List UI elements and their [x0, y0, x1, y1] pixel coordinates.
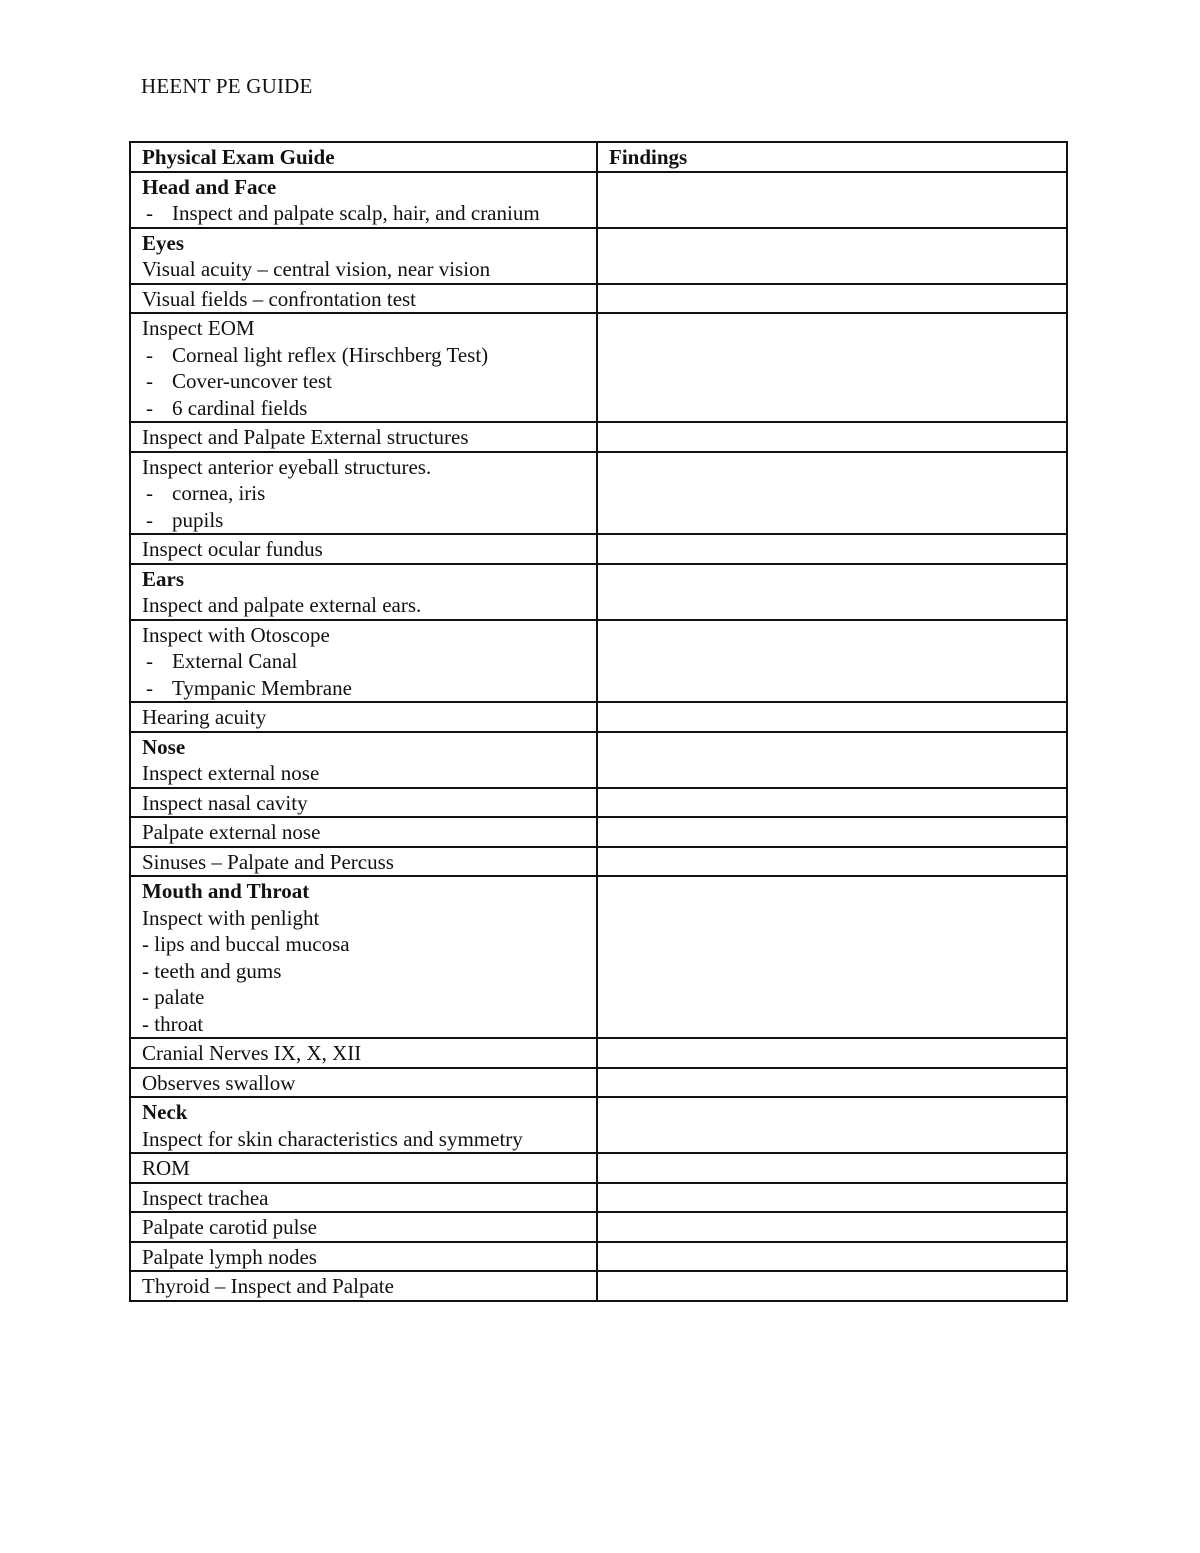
bullet-text: External Canal	[172, 649, 298, 673]
exam-item-cell	[130, 1183, 597, 1213]
exam-item-text: Inspect ocular fundus	[142, 537, 323, 561]
exam-item-text: - throat	[142, 1011, 204, 1036]
bullet-dash: -	[146, 395, 153, 420]
section-heading: Neck	[142, 1100, 188, 1124]
findings-cell[interactable]	[597, 1068, 1067, 1098]
findings-cell[interactable]	[597, 620, 1067, 703]
bullet-dash: -	[146, 342, 153, 367]
exam-item-text: - teeth and gums	[142, 958, 282, 983]
bullet-item	[142, 368, 585, 395]
exam-item-cell	[130, 172, 597, 228]
document-title: HEENT PE GUIDE	[141, 74, 313, 98]
table-row	[130, 172, 1067, 228]
bullet-text: 6 cardinal fields	[172, 395, 308, 420]
table-row	[130, 452, 1067, 535]
bullet-dash: -	[146, 649, 153, 673]
bullet-item	[142, 395, 585, 422]
bullet-dash: -	[146, 675, 153, 700]
exam-item-cell	[130, 534, 597, 564]
exam-item-text: Inspect and Palpate External structures	[142, 425, 469, 449]
exam-item-text: Palpate external nose	[142, 820, 321, 844]
exam-item-cell	[130, 1212, 597, 1242]
exam-item-cell	[130, 788, 597, 818]
findings-cell[interactable]	[597, 422, 1067, 452]
table-row	[130, 1038, 1067, 1068]
bullet-item	[142, 342, 585, 369]
findings-cell[interactable]	[597, 1212, 1067, 1242]
exam-item-cell	[130, 1068, 597, 1098]
section-heading: Head and Face	[142, 174, 277, 199]
exam-item-text: Cranial Nerves IX, X, XII	[142, 1041, 362, 1065]
exam-item-cell	[130, 876, 597, 1038]
bullet-text: Corneal light reflex (Hirschberg Test)	[172, 342, 489, 367]
exam-table-body	[130, 172, 1067, 1301]
table-row	[130, 876, 1067, 1038]
findings-cell[interactable]	[597, 228, 1067, 284]
exam-item-text: Inspect EOM	[142, 316, 255, 340]
exam-item-text: Visual fields – confrontation test	[142, 286, 417, 311]
exam-item-text: Inspect for skin characteristics and symmetry	[142, 1126, 523, 1151]
exam-item-text: - lips and buccal mucosa	[142, 932, 350, 956]
exam-item-cell	[130, 1153, 597, 1183]
exam-item-text: Palpate lymph nodes	[142, 1244, 317, 1269]
section-heading: Nose	[142, 734, 186, 759]
findings-cell[interactable]	[597, 1271, 1067, 1301]
exam-item-cell	[130, 452, 597, 535]
table-row	[130, 534, 1067, 564]
table-row	[130, 284, 1067, 314]
exam-item-text: Observes swallow	[142, 1070, 296, 1095]
bullet-item	[142, 200, 585, 227]
bullet-dash: -	[146, 481, 153, 505]
exam-item-text: Sinuses – Palpate and Percuss	[142, 849, 394, 874]
table-row	[130, 1153, 1067, 1183]
exam-item-cell	[130, 564, 597, 620]
findings-cell[interactable]	[597, 172, 1067, 228]
findings-cell[interactable]	[597, 732, 1067, 788]
bullet-dash: -	[146, 507, 153, 532]
section-heading: Ears	[142, 566, 184, 591]
findings-cell[interactable]	[597, 534, 1067, 564]
table-header-row	[130, 142, 1067, 172]
exam-item-cell	[130, 228, 597, 284]
findings-cell[interactable]	[597, 313, 1067, 422]
table-row	[130, 620, 1067, 703]
bullet-text: Tympanic Membrane	[172, 675, 352, 700]
exam-item-cell	[130, 732, 597, 788]
findings-cell[interactable]	[597, 284, 1067, 314]
findings-cell[interactable]	[597, 1097, 1067, 1153]
findings-cell[interactable]	[597, 1183, 1067, 1213]
bullet-text: Inspect and palpate scalp, hair, and cranium	[172, 201, 540, 225]
table-row	[130, 847, 1067, 877]
exam-item-text: Inspect nasal cavity	[142, 790, 308, 815]
bullet-item	[142, 480, 585, 507]
exam-table	[129, 141, 1068, 1302]
table-row	[130, 313, 1067, 422]
bullet-item	[142, 648, 585, 675]
table-row	[130, 1271, 1067, 1301]
header-findings: Findings	[597, 142, 1067, 172]
exam-item-cell	[130, 284, 597, 314]
exam-item-text: Inspect anterior eyeball structures.	[142, 454, 432, 479]
table-row	[130, 1212, 1067, 1242]
findings-cell[interactable]	[597, 817, 1067, 847]
exam-item-text: Inspect with penlight	[142, 905, 320, 930]
bullet-text: cornea, iris	[172, 481, 266, 505]
findings-cell[interactable]	[597, 1038, 1067, 1068]
exam-item-text: Palpate carotid pulse	[142, 1215, 317, 1239]
findings-cell[interactable]	[597, 1242, 1067, 1272]
findings-cell[interactable]	[597, 847, 1067, 877]
bullet-item	[142, 507, 585, 534]
exam-item-cell	[130, 847, 597, 877]
exam-item-text: Inspect external nose	[142, 761, 320, 785]
exam-item-cell	[130, 702, 597, 732]
table-row	[130, 228, 1067, 284]
exam-item-text: ROM	[142, 1156, 190, 1180]
table-row	[130, 564, 1067, 620]
table-row	[130, 788, 1067, 818]
findings-cell[interactable]	[597, 564, 1067, 620]
exam-item-cell	[130, 422, 597, 452]
section-heading: Eyes	[142, 230, 184, 255]
bullet-text: pupils	[172, 507, 224, 532]
table-row	[130, 1068, 1067, 1098]
bullet-dash: -	[146, 369, 153, 393]
exam-item-text: Hearing acuity	[142, 705, 267, 729]
exam-item-cell	[130, 817, 597, 847]
exam-item-text: Inspect trachea	[142, 1185, 269, 1210]
table-row	[130, 1242, 1067, 1272]
header-physical-exam-guide: Physical Exam Guide	[130, 142, 597, 172]
table-row	[130, 702, 1067, 732]
exam-item-cell	[130, 1038, 597, 1068]
findings-cell[interactable]	[597, 702, 1067, 732]
bullet-dash: -	[146, 201, 153, 225]
findings-cell[interactable]	[597, 788, 1067, 818]
exam-item-text: Inspect and palpate external ears.	[142, 593, 422, 617]
section-heading: Mouth and Throat	[142, 879, 310, 903]
table-row	[130, 1097, 1067, 1153]
bullet-text: Cover-uncover test	[172, 369, 332, 393]
exam-item-cell	[130, 620, 597, 703]
table-row	[130, 422, 1067, 452]
exam-item-text: Thyroid – Inspect and Palpate	[142, 1274, 394, 1298]
exam-item-cell	[130, 313, 597, 422]
exam-item-cell	[130, 1271, 597, 1301]
findings-cell[interactable]	[597, 452, 1067, 535]
exam-item-cell	[130, 1097, 597, 1153]
table-row	[130, 1183, 1067, 1213]
exam-item-cell	[130, 1242, 597, 1272]
exam-item-text: Inspect with Otoscope	[142, 622, 330, 647]
table-row	[130, 732, 1067, 788]
exam-item-text: - palate	[142, 985, 205, 1009]
findings-cell[interactable]	[597, 1153, 1067, 1183]
bullet-item	[142, 675, 585, 702]
exam-item-text: Visual acuity – central vision, near vision	[142, 257, 491, 281]
table-row	[130, 817, 1067, 847]
findings-cell[interactable]	[597, 876, 1067, 1038]
